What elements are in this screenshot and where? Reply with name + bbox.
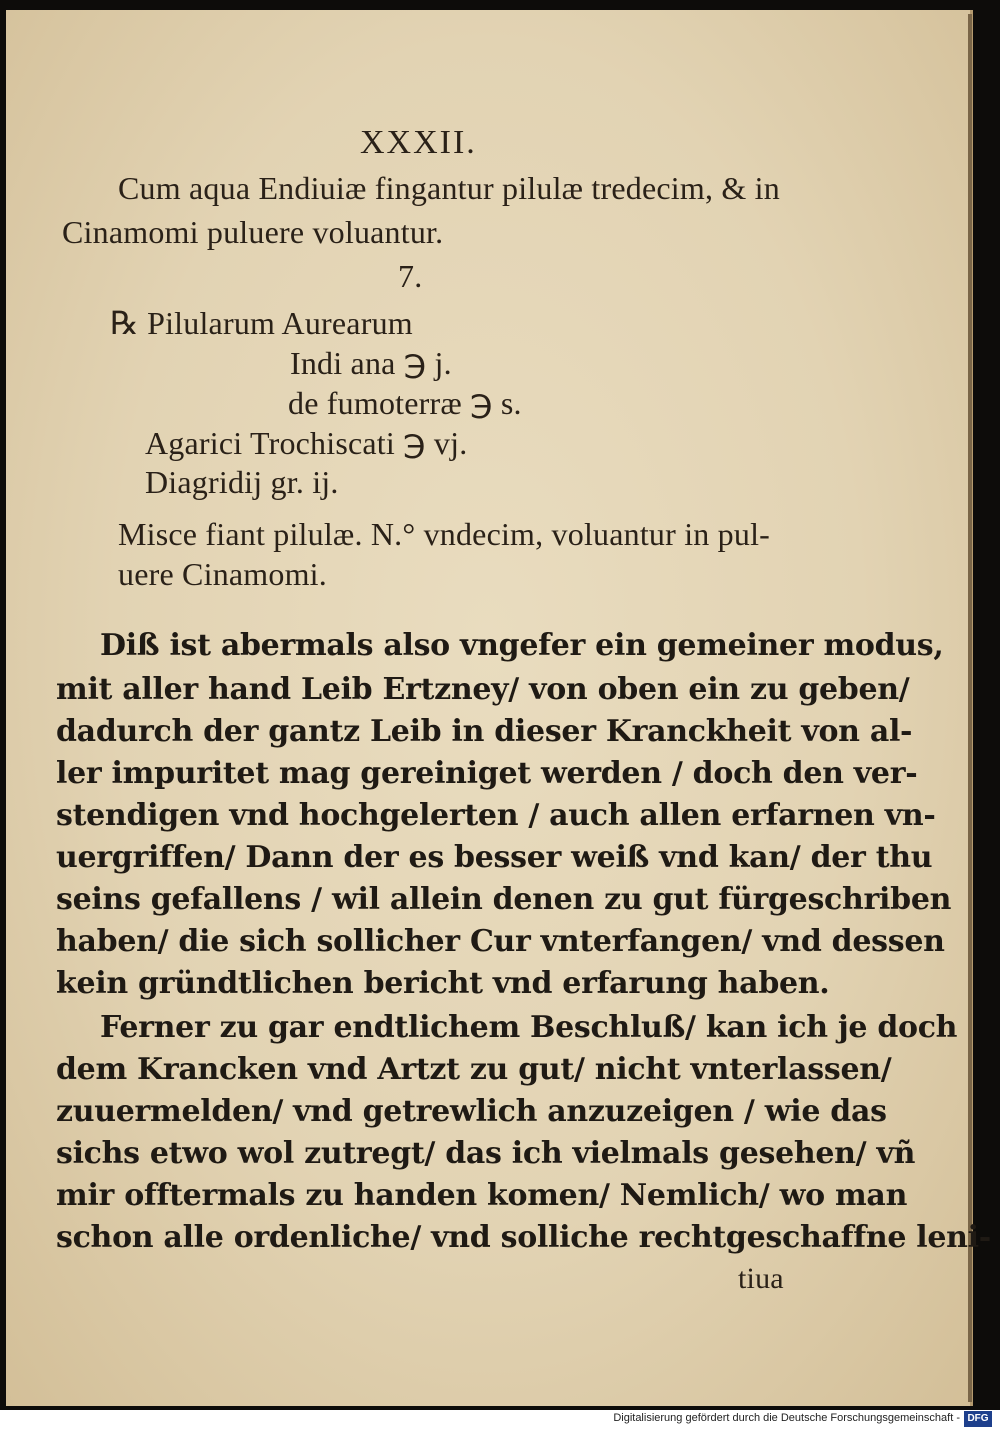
german-line: kein gründtlichen bericht vnd erfarung haben. <box>56 966 830 1001</box>
latin-line: Cum aqua Endiuiæ fingantur pilulæ tredecim, & in <box>118 170 780 206</box>
latin-line: Diagridij gr. ij. <box>145 464 339 500</box>
german-line: dadurch der gantz Leib in dieser Kranckheit von al- <box>56 714 913 749</box>
german-line: zuuermelden/ vnd getrewlich anzuzeigen / wie das <box>56 1094 887 1129</box>
latin-line: Indi ana ℈ j. <box>290 345 452 381</box>
footer-bar <box>0 1410 1000 1430</box>
latin-line: Misce fiant pilulæ. N.° vndecim, voluantur in pul- <box>118 516 771 552</box>
funding-credit: Digitalisierung gefördert durch die Deutsche Forschungsgemeinschaft - <box>613 1412 960 1424</box>
page-header: XXXII. <box>360 124 477 161</box>
german-line: stendigen vnd hochgelerten / auch allen erfarnen vn- <box>56 798 936 833</box>
catchword: tiua <box>738 1262 784 1295</box>
german-line: Diß ist abermals also vngefer ein gemeiner modus, <box>100 628 944 663</box>
latin-line: Agarici Trochiscati ℈ vj. <box>145 425 468 461</box>
german-line: dem Krancken vnd Artzt zu gut/ nicht vnterlassen/ <box>56 1052 892 1087</box>
dfg-logo: DFG <box>964 1411 992 1427</box>
german-line: sichs etwo wol zutregt/ das ich vielmals gesehen/ vñ <box>56 1136 916 1171</box>
german-line: mir offtermals zu handen komen/ Nemlich/ wo man <box>56 1178 908 1213</box>
page-edge <box>968 14 972 1402</box>
german-line: Ferner zu gar endtlichem Beschluß/ kan ich je doch <box>100 1010 958 1045</box>
latin-line: uere Cinamomi. <box>118 556 327 592</box>
german-line: ler impuritet mag gereiniget werden / doch den ver- <box>56 756 918 791</box>
latin-line: Cinamomi puluere voluantur. <box>62 214 444 250</box>
latin-line: de fumoterræ ℈ s. <box>288 385 522 421</box>
german-line: haben/ die sich sollicher Cur vnterfangen/ vnd dessen <box>56 924 945 959</box>
german-line: schon alle ordenliche/ vnd solliche rechtgeschaffne leni- <box>56 1220 991 1255</box>
latin-line: ℞ Pilularum Aurearum <box>110 305 413 341</box>
recipe-number: 7. <box>398 258 423 294</box>
german-line: seins gefallens / wil allein denen zu gut fürgeschriben <box>56 882 952 917</box>
german-line: uergriffen/ Dann der es besser weiß vnd kan/ der thu <box>56 840 933 875</box>
german-line: mit aller hand Leib Ertzney/ von oben ein zu geben/ <box>56 672 910 707</box>
